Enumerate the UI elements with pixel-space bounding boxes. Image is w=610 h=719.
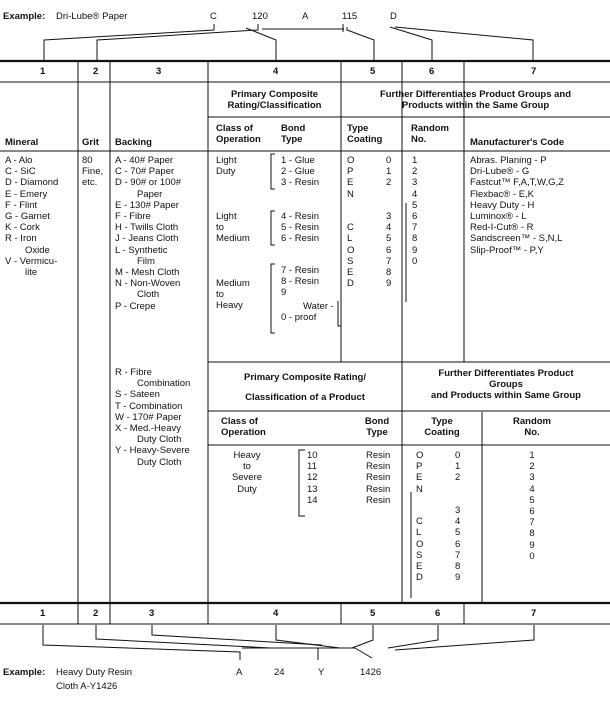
list-item: 6 <box>529 506 535 518</box>
list-item: V - Vermicu- <box>5 255 58 267</box>
column-number: 4 <box>273 66 279 77</box>
type-coating-mid-header: Type Coating <box>424 416 460 439</box>
list-item: 6 <box>412 211 418 223</box>
column-number: 7 <box>531 608 537 619</box>
example-code-bottom: 1426 <box>360 667 382 678</box>
list-item: Resin <box>366 450 391 461</box>
list-item: 0 <box>412 255 418 267</box>
list-item: 11 <box>307 461 317 473</box>
further-differentiates-mid-header: Further Differentiates Product Groups and Products within Same Group <box>431 368 581 402</box>
list-item: Dri-Lube® - G <box>470 166 530 178</box>
list-item: Resin <box>366 494 391 506</box>
list-item: Red-I-Cut® - R <box>470 222 534 234</box>
bond-type-mid-header: Bond Type <box>364 416 390 439</box>
example-code-top: 115 <box>342 11 358 22</box>
column-number: 1 <box>40 66 46 77</box>
example-code-top: A <box>302 11 309 22</box>
list-item: F - Flint <box>5 199 38 211</box>
list-item: Flexbac® - E,K <box>470 188 535 200</box>
list-item: 14 <box>307 494 318 506</box>
list-item: J - Jeans Cloth <box>115 233 179 245</box>
list-item: lite <box>25 267 38 279</box>
coating-digits-top-2: 3 4 5 6 7 8 9 <box>386 211 392 290</box>
list-item: 7 - Resin <box>281 265 320 276</box>
example-code-bottom: Y <box>318 667 325 678</box>
list-item: H - Twills Cloth <box>115 222 179 234</box>
list-item: 0 - proof <box>281 311 317 323</box>
example-label-top: Example: <box>3 11 46 22</box>
list-item: 7 <box>529 517 535 529</box>
list-item: 10 <box>307 450 318 461</box>
list-item: 1 - Glue <box>281 155 315 166</box>
manufacturers-list <box>470 155 564 256</box>
primary-composite-header: Primary Composite Rating/Classification <box>227 89 322 112</box>
list-item: 12 <box>307 472 318 484</box>
list-item: A - 40# Paper <box>115 155 174 166</box>
list-item: D - 90# or 100# <box>115 177 182 189</box>
example-product-bottom-line1: Heavy Duty Resin <box>56 667 133 678</box>
list-item: 4 <box>529 483 535 495</box>
list-item: Abras. Planing - P <box>470 155 547 166</box>
coating-digits-bottom-2: 3 4 5 6 7 8 9 <box>455 505 461 584</box>
example-code-top: 120 <box>252 11 268 22</box>
random-no-header: Random No. <box>411 123 449 146</box>
mineral-header: Mineral <box>5 137 39 148</box>
list-item: 9 <box>281 287 287 299</box>
list-item: 8 <box>529 528 535 540</box>
example-code-top: C <box>210 11 217 22</box>
list-item: R - Fibre <box>115 367 152 378</box>
list-item: Luminox® - L <box>470 211 527 223</box>
coating-digits-bottom-1: 0 1 2 <box>455 450 461 484</box>
mineral-list <box>5 155 58 278</box>
list-item: D - Diamond <box>5 177 59 189</box>
example-product-top: Dri-Lube® Paper <box>56 11 128 22</box>
list-item: P - Crepe <box>115 300 156 312</box>
random-list-top <box>412 155 417 267</box>
list-item: 7 <box>412 222 418 234</box>
bond-type-header: Bond Type <box>281 123 306 146</box>
list-item: Resin <box>366 472 391 484</box>
list-item: Oxide <box>25 244 50 256</box>
list-item: Fastcut™ F,A,T,W,G,Z <box>470 177 564 189</box>
manufacturers-code-header: Manufacturer's Code <box>470 137 565 148</box>
list-item: 8 - Resin <box>281 276 320 288</box>
list-item: N - Non-Woven <box>115 278 181 290</box>
column-number: 4 <box>273 608 279 619</box>
list-item: A - Alo <box>5 155 33 166</box>
list-item: Resin <box>366 483 391 495</box>
list-item: 0 <box>529 550 535 562</box>
list-item: Resin <box>366 461 391 473</box>
list-item: Water - <box>303 300 334 312</box>
list-item: 2 <box>529 461 535 473</box>
list-item: etc. <box>82 177 98 189</box>
list-item: E - Emery <box>5 188 48 200</box>
coating-letters-bottom-2: C L O S E D <box>416 516 424 584</box>
list-item: 6 - Resin <box>281 233 320 245</box>
list-item: Combination <box>137 378 191 390</box>
list-item: 8 <box>412 233 418 245</box>
list-item: F - Fibre <box>115 211 151 223</box>
example-code-top: D <box>390 11 397 22</box>
bond-list-medium-to-heavy <box>281 265 334 323</box>
list-item: 5 <box>529 494 535 506</box>
coating-letters-top-1: O P E N <box>347 155 355 200</box>
example-label-bottom: Example: <box>3 667 46 678</box>
list-item: C - 70# Paper <box>115 166 175 178</box>
list-item: 3 <box>412 177 418 189</box>
list-item: Heavy Duty - H <box>470 199 535 211</box>
backing-list-bottom <box>115 367 190 468</box>
list-item: W - 170# Paper <box>115 411 182 423</box>
list-item: G - Garnet <box>5 211 50 223</box>
operation-class-light-to-medium: Light to Medium <box>216 211 250 245</box>
column-number: 2 <box>93 66 99 77</box>
column-number: 3 <box>149 608 155 619</box>
column-number: 6 <box>429 66 435 77</box>
column-number: 1 <box>40 608 46 619</box>
list-item: 5 <box>412 199 418 211</box>
list-item: 1 <box>529 450 535 461</box>
list-item: 3 <box>529 472 535 484</box>
bond-list-light-duty <box>281 155 319 189</box>
list-item: Cloth <box>137 289 160 301</box>
example-top-connectors <box>44 24 533 60</box>
list-item: 3 - Resin <box>281 177 320 189</box>
list-item: M - Mesh Cloth <box>115 267 180 279</box>
list-item: Y - Heavy-Severe <box>115 445 190 457</box>
list-item: Fine, <box>82 166 104 178</box>
coating-letters-bottom-1: O P E N <box>416 450 424 495</box>
list-item: Slip-Proof™ - P,Y <box>470 244 544 256</box>
column-number: 5 <box>370 66 376 77</box>
example-code-bottom: 24 <box>274 667 285 678</box>
list-item: E - 130# Paper <box>115 199 179 211</box>
list-item: K - Cork <box>5 222 40 234</box>
list-item: Film <box>137 255 155 267</box>
type-coating-header: Type Coating <box>347 123 383 146</box>
coating-digits-top-1: 0 1 2 <box>386 155 392 189</box>
list-item: L - Synthetic <box>115 244 168 256</box>
class-of-operation-header: Class of Operation <box>216 123 261 146</box>
list-item: 80 <box>82 155 93 166</box>
list-item: 2 - Glue <box>281 166 315 178</box>
example-bottom-connectors <box>43 625 534 660</box>
example-product-bottom-line2: Cloth A-Y1426 <box>56 681 118 692</box>
primary-composite-mid-header: Primary Composite Rating/ Classification of a Product <box>244 372 366 403</box>
list-item: R - Iron <box>5 233 37 245</box>
operation-numbers-bottom <box>307 450 318 506</box>
grit-list <box>82 155 103 189</box>
list-item: T - Combination <box>115 400 183 412</box>
list-item: 4 <box>412 188 418 200</box>
list-item: 2 <box>412 166 418 178</box>
list-item: 9 <box>529 539 535 551</box>
list-item: C - SiC <box>5 166 36 178</box>
operation-class-light-duty: Light Duty <box>216 155 237 178</box>
column-number: 5 <box>370 608 376 619</box>
operation-class-medium-to-heavy: Medium to Heavy <box>216 278 250 312</box>
further-differentiates-header: Further Differentiates Product Groups and Products within the Same Group <box>379 89 572 112</box>
column-number: 2 <box>93 608 99 619</box>
list-item: Sandscreen™ - S,N,L <box>470 233 563 245</box>
list-item: Paper <box>137 188 163 200</box>
list-item: 5 - Resin <box>281 222 320 234</box>
coating-letters-top-2: C L O S E D <box>347 222 355 290</box>
column-number: 3 <box>156 66 162 77</box>
list-item: 4 - Resin <box>281 211 320 222</box>
list-item: X - Med.-Heavy <box>115 423 181 435</box>
bond-list-light-to-medium <box>281 211 319 245</box>
column-number: 7 <box>531 66 537 77</box>
backing-list-top <box>115 155 181 312</box>
class-of-operation-mid-header: Class of Operation <box>221 416 266 439</box>
list-item: 1 <box>412 155 418 166</box>
list-item: Duty Cloth <box>137 434 182 446</box>
column-number: 6 <box>435 608 441 619</box>
list-item: 9 <box>412 244 418 256</box>
list-item: Duty Cloth <box>137 456 182 468</box>
list-item: S - Sateen <box>115 389 160 401</box>
backing-header: Backing <box>115 137 152 148</box>
random-no-mid-header: Random No. <box>513 416 551 439</box>
random-list-bottom <box>520 450 544 562</box>
bond-list-bottom <box>366 450 390 506</box>
list-item: 13 <box>307 483 318 495</box>
example-code-bottom: A <box>236 667 243 678</box>
operation-class-heavy-to-severe: Heavy to Severe Duty <box>231 450 263 495</box>
grit-header: Grit <box>82 137 99 148</box>
